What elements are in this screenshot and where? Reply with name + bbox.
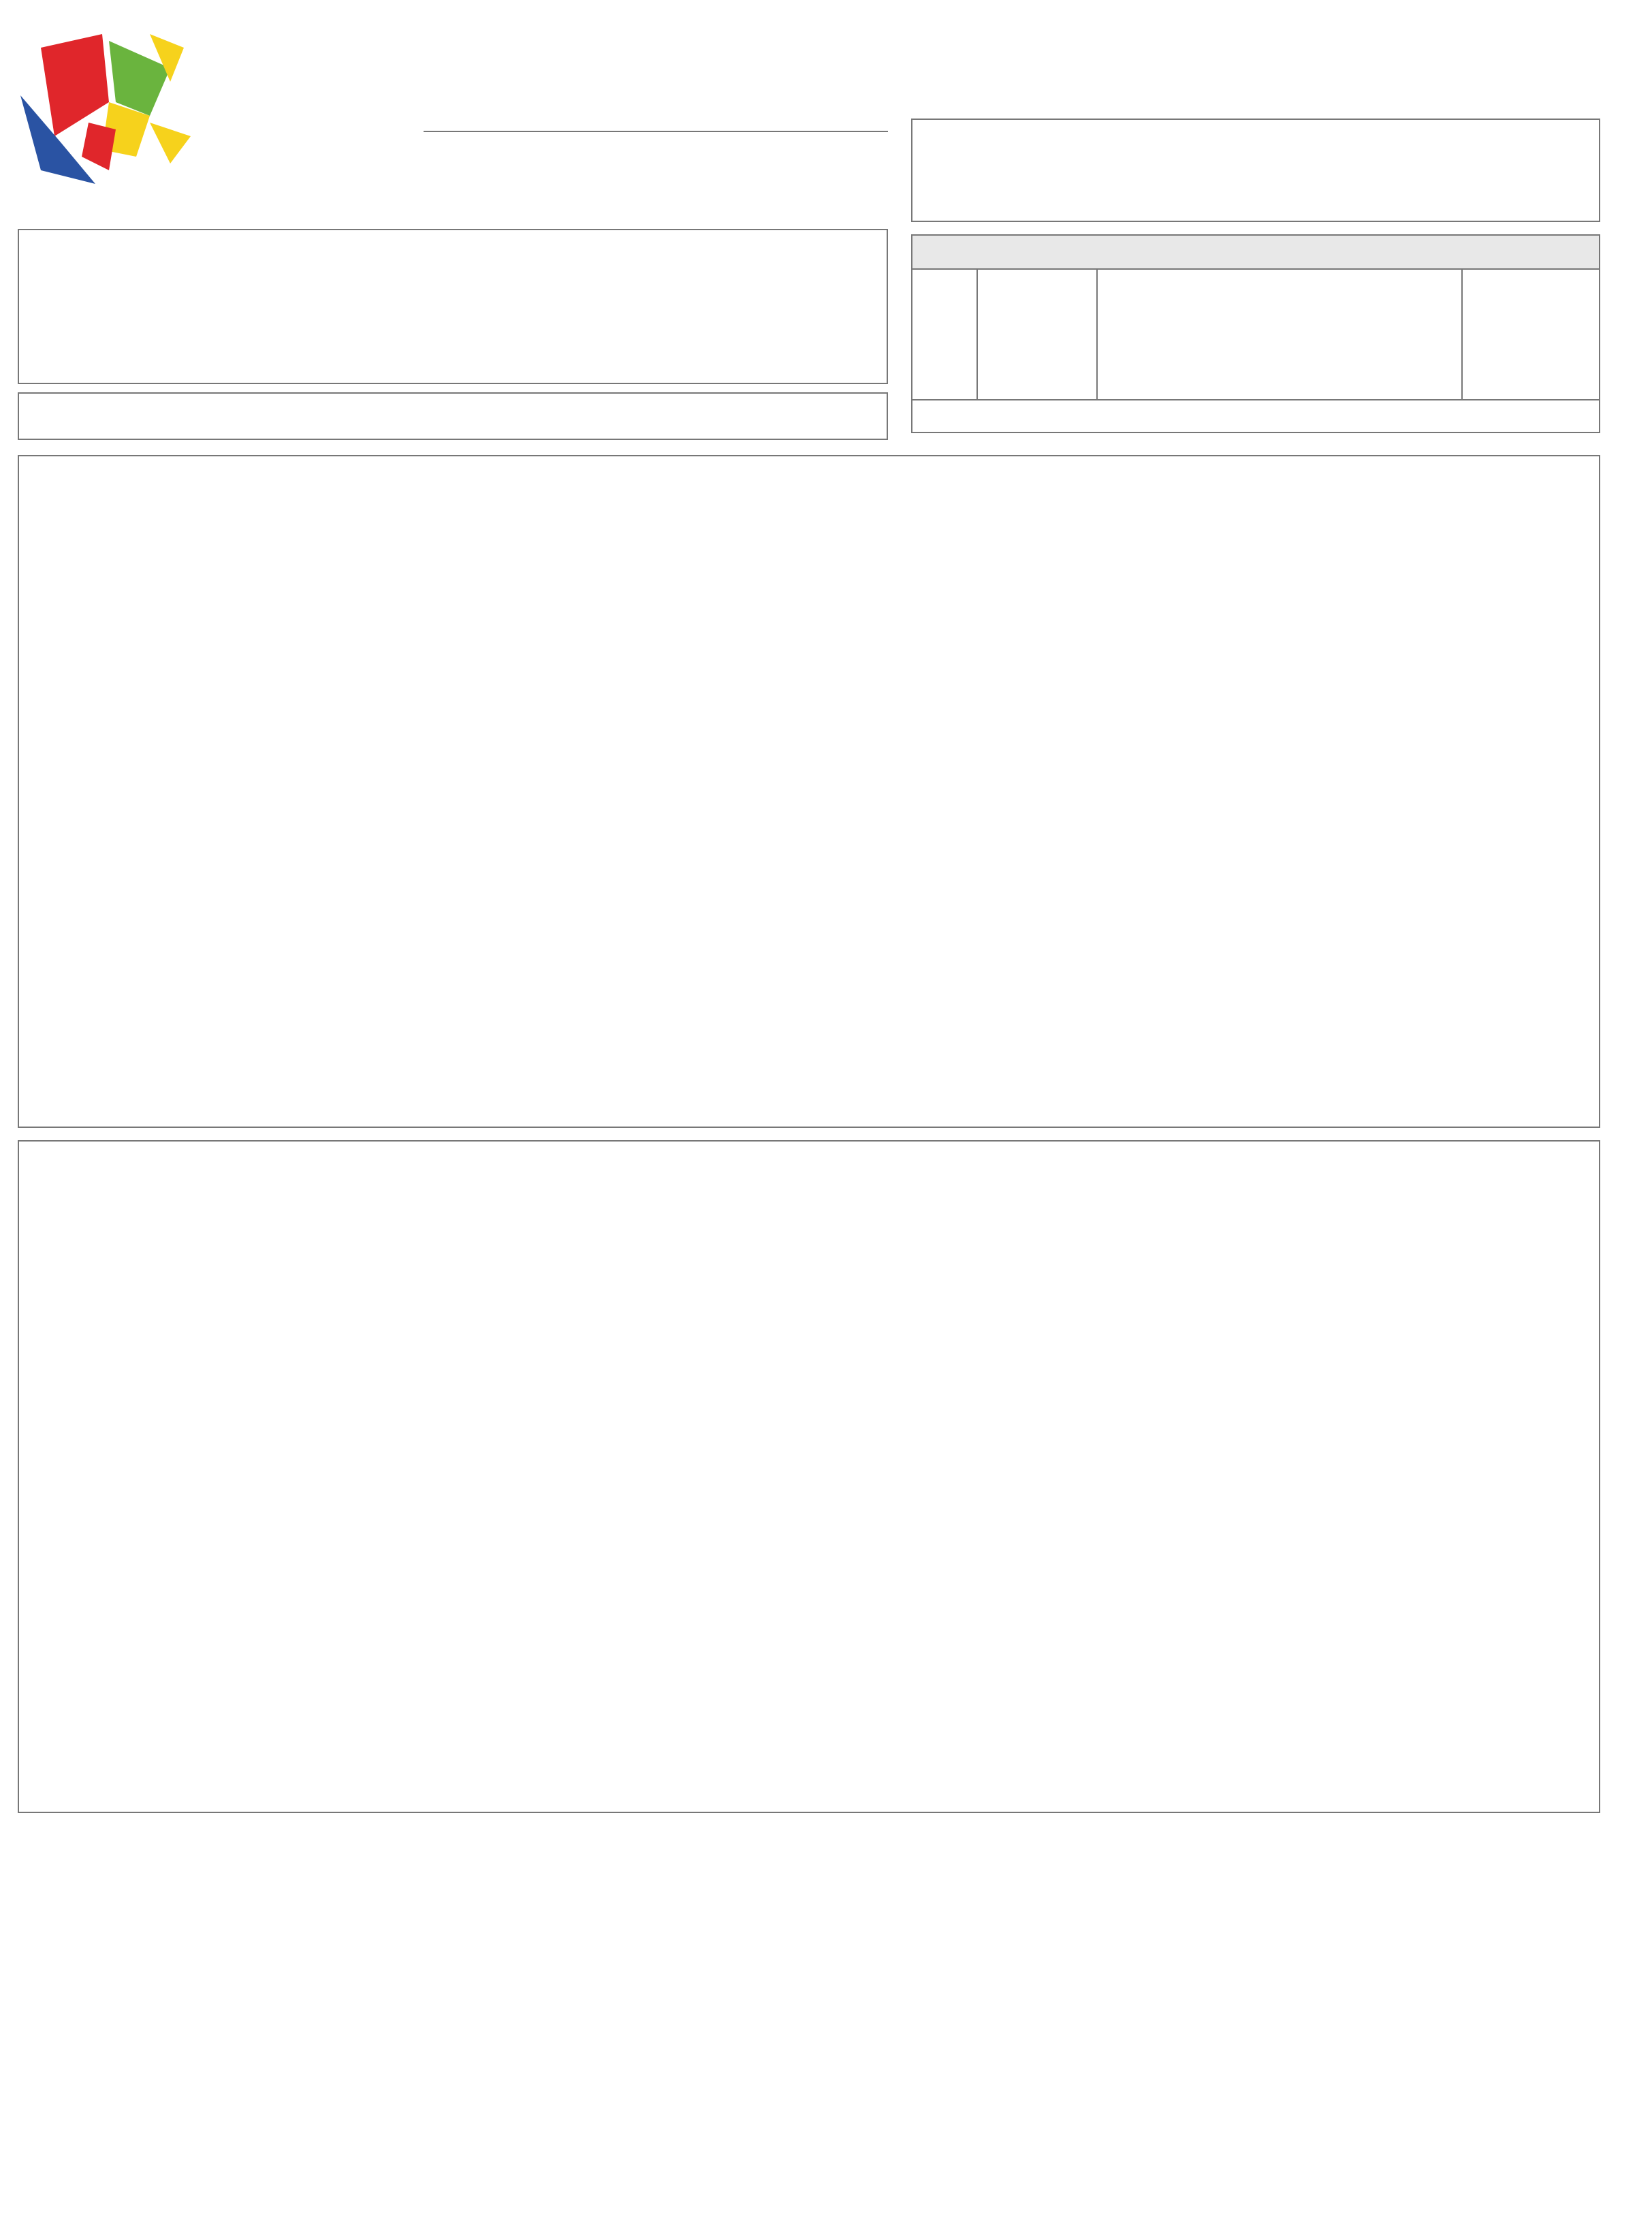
- team-table-azerbaijan: [18, 455, 1600, 1128]
- cev-logo: [14, 20, 395, 184]
- eurovolley-emblem-icon: [14, 20, 211, 184]
- sets-table: [911, 234, 1600, 433]
- score-box: [911, 119, 1600, 222]
- summary-section: [18, 1825, 1600, 2207]
- team-table-belgium: [18, 1140, 1600, 1813]
- match-info: [18, 229, 888, 384]
- referees-box: [18, 392, 888, 440]
